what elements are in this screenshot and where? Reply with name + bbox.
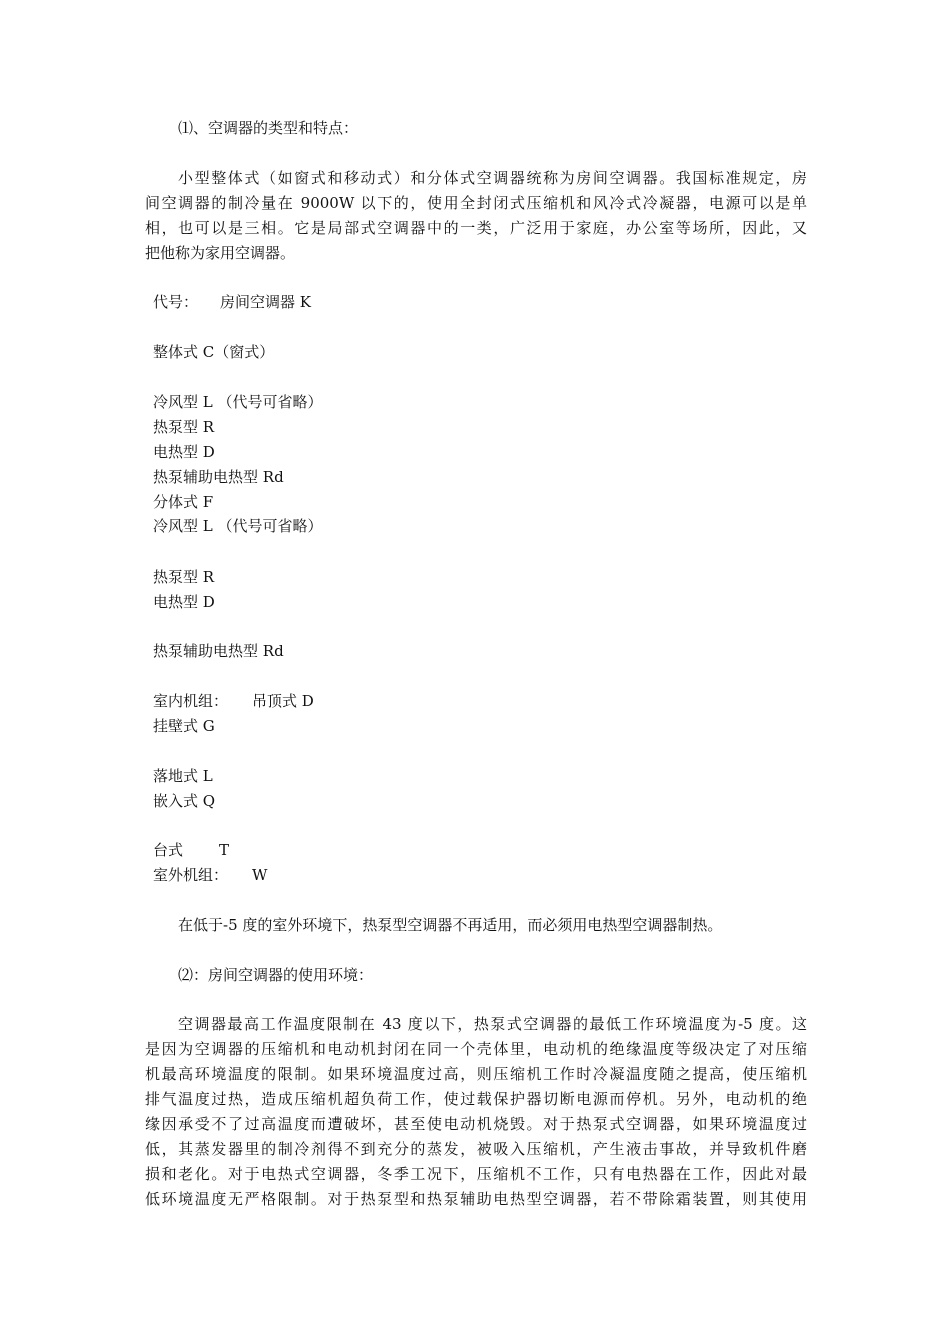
indoor-row [153, 691, 314, 711]
body-line-7: 损和老化。对于电热式空调器，冬季工况下，压缩机不工作，只有电热器在工作，因此对最 [145, 1165, 807, 1183]
indoor-ceiling: 吊顶式 D [252, 692, 314, 710]
intro-line-4: 把他称为家用空调器。 [145, 244, 296, 262]
heat-pump-type-1: 热泵型 R [153, 418, 215, 436]
outdoor-label: 室外机组： [153, 866, 229, 884]
body-line-2: 是因为空调器的压缩机和电动机封闭在同一个壳体里，电动机的绝缘温度等级决定了对压缩 [145, 1040, 807, 1058]
intro-line-1: 小型整体式（如窗式和移动式）和分体式空调器统称为房间空调器。我国标准规定，房 [178, 169, 807, 187]
integral-type: 整体式 C（窗式） [153, 343, 275, 361]
section2-heading: ⑵：房间空调器的使用环境： [178, 966, 374, 984]
body-line-1: 空调器最高工作温度限制在 43 度以下，热泵式空调器的最低工作环境温度为-5 度。这 [178, 1015, 807, 1033]
wall-type: 挂壁式 G [153, 717, 215, 735]
embedded-type: 嵌入式 Q [153, 792, 216, 810]
split-type: 分体式 F [153, 493, 214, 511]
body-line-6: 低，其蒸发器里的制冷剂得不到充分的蒸发，被吸入压缩机，产生液击事故，并导致机件磨 [145, 1140, 807, 1158]
desk-row [153, 840, 229, 860]
electric-type-1: 电热型 D [153, 443, 215, 461]
floor-type: 落地式 L [153, 767, 213, 785]
heat-pump-type-2: 热泵型 R [153, 568, 215, 586]
section1-heading: ⑴、空调器的类型和特点： [178, 119, 359, 137]
body-line-4: 排气温度过热，造成压缩机超负荷工作，使过载保护器切断电源而停机。另外，电动机的绝 [145, 1090, 807, 1108]
outdoor-row [153, 865, 267, 885]
heat-pump-aux-type-2: 热泵辅助电热型 Rd [153, 642, 284, 660]
code-row [153, 292, 311, 312]
heat-pump-aux-type-1: 热泵辅助电热型 Rd [153, 468, 284, 486]
intro-line-3: 相，也可以是三相。它是局部式空调器中的一类，广泛用于家庭，办公室等场所，因此，又 [145, 219, 807, 237]
outdoor-code: W [252, 866, 268, 884]
code-room: 房间空调器 K [220, 293, 311, 311]
body-line-8: 低环境温度无严格限制。对于热泵型和热泵辅助电热型空调器，若不带除霜装置，则其使用 [145, 1190, 807, 1208]
intro-line-2: 间空调器的制冷量在 9000W 以下的，使用全封闭式压缩机和风冷式冷凝器，电源可以是单 [145, 194, 807, 212]
code-label: 代号： [153, 293, 199, 311]
desk-code: T [219, 841, 230, 859]
electric-type-2: 电热型 D [153, 593, 215, 611]
cold-wind-type-1: 冷风型 L （代号可省略） [153, 393, 323, 411]
cold-wind-type-2: 冷风型 L （代号可省略） [153, 517, 323, 535]
indoor-label: 室内机组： [153, 692, 229, 710]
desk-label: 台式 [153, 841, 184, 859]
body-line-3: 机最高环境温度的限制。如果环境温度过高，则压缩机工作时冷凝温度随之提高，使压缩机 [145, 1065, 807, 1083]
temperature-note: 在低于-5 度的室外环境下，热泵型空调器不再适用，而必须用电热型空调器制热。 [178, 916, 723, 934]
body-line-5: 缘因承受不了过高温度而遭破坏，甚至使电动机烧毁。对于热泵式空调器，如果环境温度过 [145, 1115, 807, 1133]
